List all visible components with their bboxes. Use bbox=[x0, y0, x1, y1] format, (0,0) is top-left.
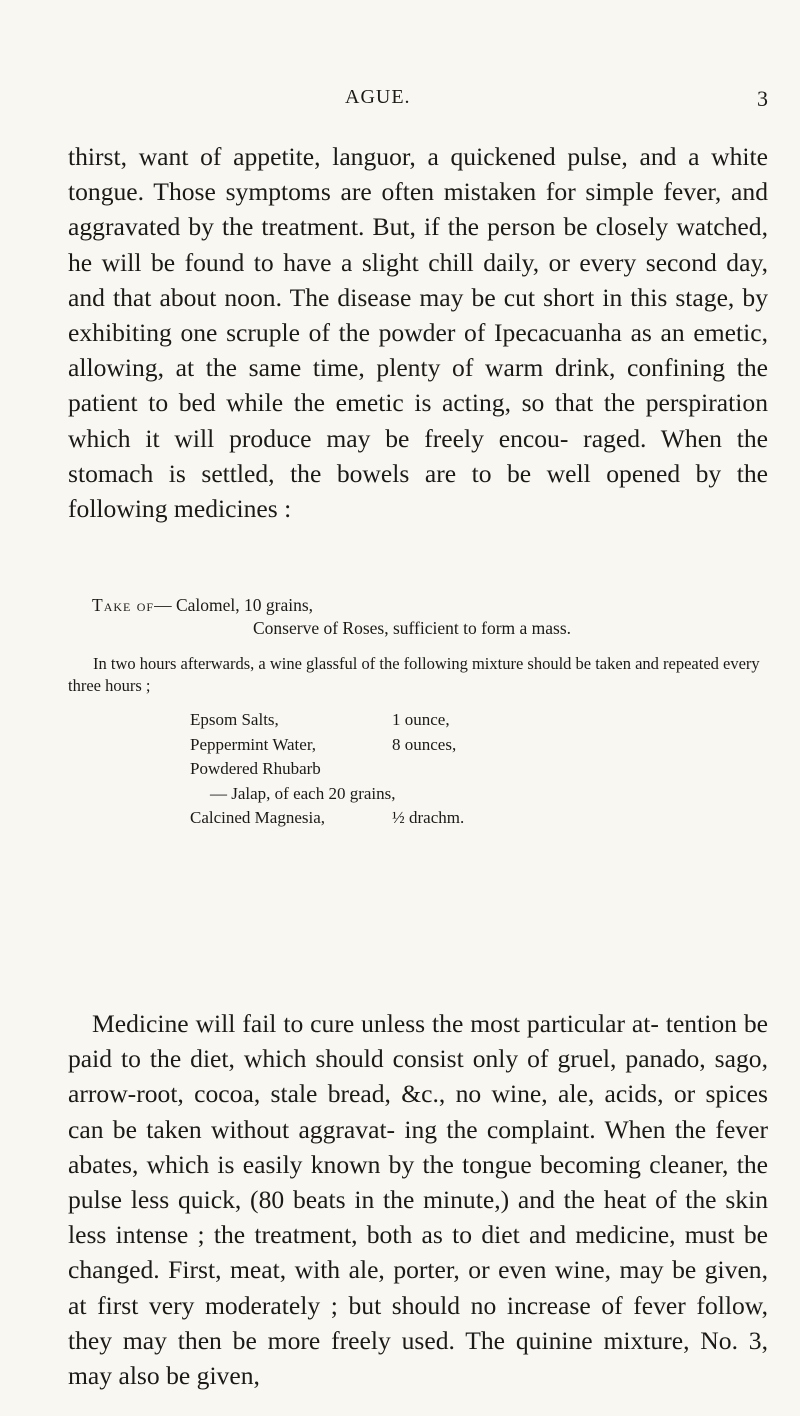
take-of-label: Take of bbox=[92, 595, 155, 615]
ingredient-quantity: 1 ounce, bbox=[392, 710, 450, 729]
prescription-line-1: — Calomel, 10 grains, bbox=[154, 595, 314, 615]
prescription-line-2: Conserve of Roses, sufficient to form a mass. bbox=[253, 618, 572, 638]
paragraph-diet: Medicine will fail to cure unless the most particular at- tention be paid to the diet, which should consist only of gruel, panado, sago, arrow-root, cocoa, stale bread, &c., no wine, ale, acids, or spices can be taken without aggravat- ing the complaint. When the fever abates, which is easily known by the tongue becoming cleaner, the pulse less quick, (80 beats in the minute,) and the heat of the skin less intense ; the treatment, both as to diet and medicine, must be changed. First, meat, with ale, porter, or even wine, may be given, at first very moderately ; but should no increase of fever follow, they may then be more freely used. The quinine mixture, No. 3, may also be given, bbox=[68, 1009, 768, 1391]
paragraph-symptoms: thirst, want of appetite, languor, a quickened pulse, and a white tongue. Those symptoms are often mistaken for simple fever, and aggravated by the treatment. But, if the person be closely watched, he will be found to have a slight chill daily, or every second day, and that about noon. The disease may be cut short in this stage, by exhibiting one scruple of the powder of Ipecacuanha as an emetic, allowing, at the same time, plenty of warm drink, confining the patient to bed while the emetic is acting, so that the perspiration which it will produce may be freely encou- raged. When the stomach is settled, the bowels are to be well opened by the following medicines : bbox=[68, 142, 768, 524]
ingredient-name: Peppermint Water, bbox=[190, 734, 317, 754]
prescription-calomel bbox=[68, 594, 792, 640]
ingredient-name: Powdered Rhubarb bbox=[190, 759, 321, 779]
page-number: 3 bbox=[757, 86, 768, 111]
ingredient-name: Calcined Magnesia, bbox=[190, 808, 326, 828]
ingredient-name: Epsom Salts, bbox=[190, 710, 279, 729]
dosage-instruction: In two hours afterwards, a wine glassful of the following mixture should be taken and repeated every three hours ; bbox=[68, 654, 760, 695]
ingredient-quantity: ½ drachm. bbox=[392, 808, 465, 828]
ingredient-quantity: 8 ounces, bbox=[392, 734, 457, 754]
running-head: AGUE. bbox=[345, 86, 411, 108]
page-header bbox=[0, 86, 800, 112]
ingredient-name: — Jalap, of each 20 grains, bbox=[210, 783, 396, 803]
